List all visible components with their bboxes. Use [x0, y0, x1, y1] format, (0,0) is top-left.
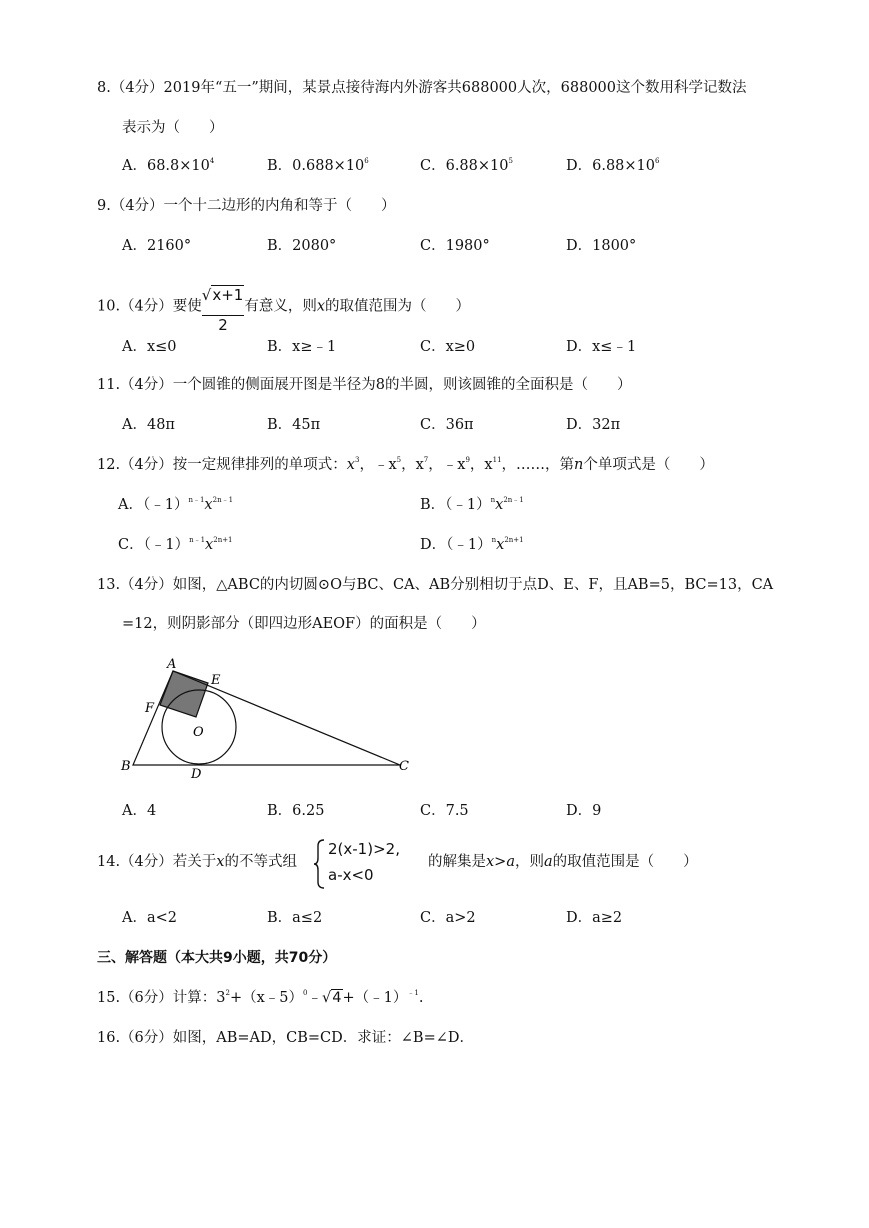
q11-option-c: C．36π: [420, 417, 474, 433]
q13-stem-line2: =12，则阴影部分（即四边形AEOF）的面积是（ ）: [122, 616, 486, 632]
q13-option-b: B．6.25: [267, 803, 325, 819]
q10-option-a: A．x≤0: [122, 339, 177, 355]
label-o: O: [193, 725, 204, 740]
q14-stem-left: 14.（4分）若关于x的不等式组: [97, 854, 297, 870]
q13-option-a: A．4: [122, 803, 157, 819]
q14-inequality-1: 2(x-1)>2,: [328, 840, 400, 858]
q13-stem-line1: 13.（4分）如图，△ABC的内切圆⊙O与BC、CA、AB分别相切于点D、E、F，且AB=5，BC=13，CA: [97, 577, 774, 593]
q12-option-c: C．$(﹣1)^{n﹣1}x^{2n+1}$: [118, 536, 233, 553]
label-b: B: [121, 759, 131, 774]
q13-triangle-figure: [115, 652, 415, 782]
q11-option-b: B．45π: [267, 417, 321, 433]
q12-stem: 12.（4分）按一定规律排列的单项式：$x^3$，$﹣x^5$，$x^7$，$﹣x^9$，$x^{11}$，……，第n个单项式是（ ）: [97, 456, 714, 473]
q14-inequality-system: [314, 838, 424, 890]
q11-stem: 11.（4分）一个圆锥的侧面展开图是半径为8的半圆，则该圆锥的全面积是（ ）: [97, 377, 632, 393]
q10-option-b: B．x≥﹣1: [267, 339, 337, 355]
q11-option-d: D．32π: [566, 417, 621, 433]
sqrt-symbol: √: [322, 990, 332, 1006]
label-c: C: [399, 759, 409, 774]
q10-stem: 10.（4分）要使 $\frac{√x+1}{2}$ 有意义，则x的取值范围为（ ）: [97, 277, 470, 336]
label-d: D: [191, 767, 202, 782]
q10-option-d: D．x≤﹣1: [566, 339, 637, 355]
label-f: F: [145, 701, 155, 716]
q12-option-b: B．$(﹣1)^nx^{2n﹣1}$: [420, 496, 524, 513]
q10-fraction: $\frac{√x+1}{2}$: [201, 286, 244, 334]
q13-option-d: D．9: [566, 803, 602, 819]
q10-option-c: C．x≥0: [420, 339, 476, 355]
q9-option-d: D．1800°: [566, 238, 637, 254]
shaded-quadrilateral-aeof: [160, 671, 208, 717]
q8-option-a: A．$68.8\times 10^4$: [122, 157, 215, 174]
q12-option-a: A．$(﹣1)^{n﹣1}x^{2n﹣1}$: [118, 496, 234, 513]
q9-option-c: C．1980°: [420, 238, 490, 254]
q14-option-b: B．a≤2: [267, 910, 323, 926]
q9-option-a: A．2160°: [122, 238, 192, 254]
q8-option-c: C．$6.88\times 10^5$: [420, 157, 513, 174]
q8-stem-line1: 8.（4分）2019年“五一”期间，某景点接待海内外游客共688000人次，688000这个数用科学记数法: [97, 80, 747, 96]
q14-stem-right: 的解集是x>a，则a的取值范围是（ ）: [428, 854, 698, 870]
q16-stem: 16.（6分）如图，AB=AD，CB=CD．求证：∠B=∠D．: [97, 1030, 475, 1046]
q8-option-d: D．$6.88\times 10^6$: [566, 157, 660, 174]
label-a: A: [167, 657, 177, 672]
section-3-heading: 三、解答题（本大共9小题，共70分）: [97, 950, 337, 966]
q14-option-a: A．a<2: [122, 910, 177, 926]
q9-stem: 9.（4分）一个十二边形的内角和等于（ ）: [97, 198, 396, 214]
q14-option-c: C．a>2: [420, 910, 476, 926]
q14-inequality-2: a-x<0: [328, 866, 374, 884]
q15-stem: 15.（6分）计算：$3^2+(x﹣5)^0﹣√4+(﹣1)^{﹣1}$.: [97, 989, 424, 1006]
q8-stem-line2: 表示为（ ）: [122, 120, 224, 136]
q12-option-d: D．$(﹣1)^nx^{2n+1}$: [420, 536, 524, 553]
q9-option-b: B．2080°: [267, 238, 337, 254]
q13-option-c: C．7.5: [420, 803, 469, 819]
q8-option-b: B．$0.688\times 10^6$: [267, 157, 369, 174]
brace-icon: [314, 838, 326, 890]
q14-option-d: D．a≥2: [566, 910, 623, 926]
q11-option-a: A．48π: [122, 417, 175, 433]
label-e: E: [211, 673, 221, 688]
